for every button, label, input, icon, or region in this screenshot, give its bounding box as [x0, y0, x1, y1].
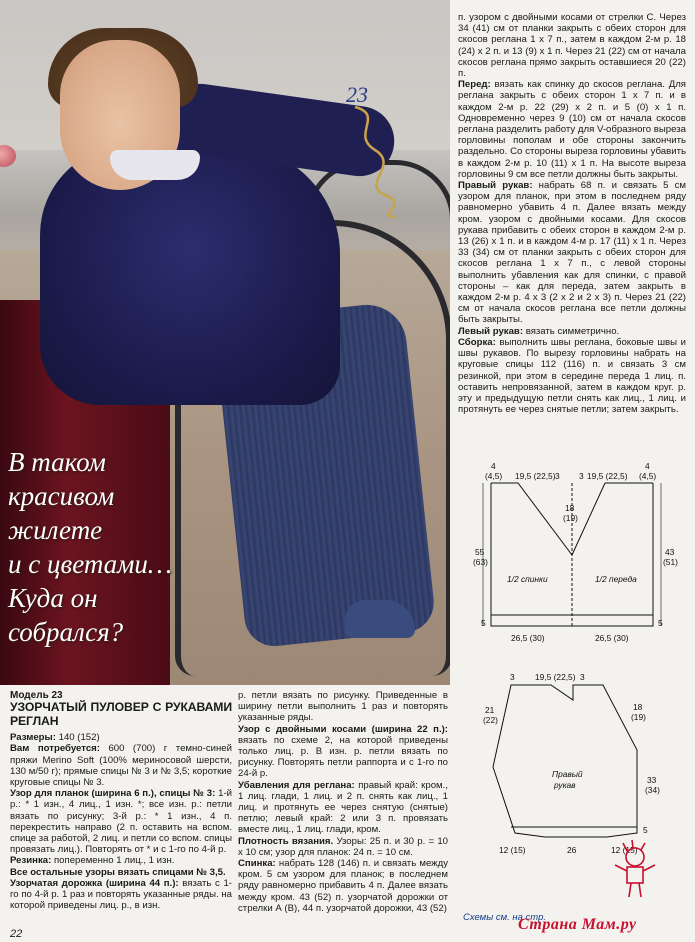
- caption-line: В таком: [8, 447, 106, 477]
- dim-label: 5: [643, 825, 648, 835]
- paragraph: Перед: вязать как спинку до скосов реглана. Для реглана закрыть с обеих сторон 1 х 7 п. и в каждом 2-м р. 22 (29) х 2 п. и 5 (0) х 1 п. Одновременно через 9 (10) см от начала скосов реглана разделить работу для V-образного выреза горловины пополам и обе стороны закончить раздельно. Со стороны выреза горловины убавить в каждом 2-м р. 10 (11) х 1 п. На высоте выреза горловины 9 см все петли должны быть закрыты.: [458, 79, 686, 180]
- paragraph: Левый рукав: вязать симметрично.: [458, 325, 620, 337]
- dim-label: (4,5): [639, 471, 657, 481]
- dim-label: 33: [647, 775, 657, 785]
- model-title: УЗОРЧАТЫЙ ПУЛОВЕР С РУКАВАМИ РЕГЛАН: [10, 700, 232, 728]
- dim-label: 4: [645, 461, 650, 471]
- dim-label: 5: [481, 618, 486, 628]
- caption-line: Куда он: [8, 583, 98, 613]
- instructions-left-column: [10, 690, 232, 911]
- dim-label: (4,5): [485, 471, 503, 481]
- site-watermark: Страна Мам.ру: [518, 916, 637, 933]
- paragraph: Размеры: 140 (152): [10, 732, 100, 744]
- cover-photo: [0, 0, 450, 685]
- schematic-label: 1/2 спинки: [507, 574, 548, 584]
- caption-line: жилете: [8, 515, 103, 545]
- dim-label: 26: [567, 845, 577, 855]
- caption-line: и с цветами…: [8, 549, 172, 579]
- dim-label: 3: [579, 471, 584, 481]
- gold-ribbon-icon: [345, 105, 405, 220]
- paragraph: Спинка: набрать 128 (146) п. и связать между кром. 5 см узором для планок; в последнем ряду равномерно прибавить 4 п. Далее вязать между кром. 43 (52) п. узорчатой дорожки от стрелки А (В), 44 п. узорчатой дорожки, 43 (52): [238, 858, 448, 914]
- shirt-collar: [110, 150, 200, 180]
- paragraph: п. узором с двойными косами от стрелки С. Через 34 (41) см от планки закрыть с обеих сторон для скосов реглана 1 х 7 п., затем в каждом 2-м р. 18 (24) х 2 п. и 13 (9) х 1 п. Через 21 (22) см от начала скосов реглана прямо закрыть оставшиеся 20 (22) п.: [458, 12, 686, 80]
- dim-label: 19,5 (22,5): [515, 471, 556, 481]
- schematic-label: рукав: [554, 780, 576, 790]
- dim-label: 3: [510, 672, 515, 682]
- model-badge: 23: [346, 82, 368, 107]
- paragraph: Все остальные узоры вязать спицами № 3,5.: [10, 866, 226, 878]
- dim-label: 19,5 (22,5): [535, 672, 576, 682]
- dim-label: 18: [565, 503, 575, 513]
- dim-label: 4: [491, 461, 496, 471]
- caption-line: собрался?: [8, 617, 124, 647]
- instructions-right-column: [458, 12, 686, 415]
- dim-label: 5: [658, 618, 663, 628]
- caption-line: красивом: [8, 481, 115, 511]
- model-label: Модель 23: [10, 690, 63, 701]
- paragraph: р. петли вязать по рисунку. Приведенные в ширину петли выполнить 1 раз и повторять указанные ряды.: [238, 690, 448, 724]
- paragraph: Резинка: попеременно 1 лиц., 1 изн.: [10, 855, 175, 867]
- paragraph: Узор с двойными косами (ширина 22 п.): вязать по схеме 2, на которой приведены только лиц. р. В изн. р. петли вязать по рисунку. Повторять петли раппорта и с 1-го по 24-й р.: [238, 723, 448, 780]
- dim-label: 26,5 (30): [511, 633, 545, 643]
- dim-label: 12 (15): [499, 845, 526, 855]
- dim-label: 12 (15): [611, 845, 638, 855]
- dim-label: 43: [665, 547, 675, 557]
- schematic-sleeve: [493, 685, 637, 837]
- dim-label: 21: [485, 705, 495, 715]
- paragraph: Убавления для реглана: правый край: кром., 1 лиц. глади, 1 лиц. и 2 п. снять как лиц., 1 лиц. и протянуть ее через снятую (снятые) петлю; левый край: 2 или 3 п. провязать вместе лиц., 1 лиц. глади, кром.: [238, 779, 448, 836]
- dim-label: (51): [663, 557, 678, 567]
- dim-label: 3: [555, 471, 560, 481]
- dim-label: (19): [631, 712, 646, 722]
- dim-label: 19,5 (22,5): [587, 471, 628, 481]
- dim-label: (19): [563, 513, 578, 523]
- paragraph: Вам потребуется: 600 (700) г темно-синей пряжи Merino Soft (100% мериносовой шерсти, 130 м/50 г); прямые спицы № 3 и № 3,5; короткие круговые спицы № 3.: [10, 743, 232, 789]
- schematic-label: Правый: [552, 769, 583, 779]
- pattern-schematics: [455, 455, 690, 910]
- page-number: 22: [10, 928, 23, 940]
- paragraph: Узорчатая дорожка (ширина 44 п.): вязать с 1-го по 4-й р. 1 раз и повторять указанные ряды. на которой приведены лиц. р., в изн.: [10, 877, 233, 912]
- paragraph: Узор для планок (ширина 6 п.), спицы № 3: 1-й р.: * 1 изн., 4 лиц., 1 изн. *; все изн. р.: петли вязать по рисунку; 3-й р.: * 1 изн., 4 п. перекрестить направо (2 п. оставить на вспом. спице за работой, 2 лиц. и петли со вспом. спицы провязать лиц.). Повторять от * и с 1-го по 4-й р.: [10, 788, 232, 856]
- dim-label: 18: [633, 702, 643, 712]
- dim-label: 3: [580, 672, 585, 682]
- instructions-middle-column: [238, 690, 448, 914]
- photo-caption: [8, 445, 228, 649]
- dim-label: (63): [473, 557, 488, 567]
- dim-label: (22): [483, 715, 498, 725]
- paragraph: Сборка: выполнить швы реглана, боковые швы и швы рукавов. По вырезу горловины набрать на круговые спицы 112 (116) п. и связать 3 см резинкой, при этом в середине переда 1 лиц. п. оставить непровязанной, затем в каждом круг. р. эту и предыдущую петли снять как лиц., 1 лиц. и протянуть ее через снятые петли; затем закрыть.: [458, 336, 686, 416]
- paragraph: Плотность вязания. Узоры: 25 п. и 30 р. = 10 х 10 см; узор для планок: 24 п. = 10 см.: [238, 835, 448, 858]
- schematic-label: 1/2 переда: [595, 574, 637, 584]
- dim-label: 26,5 (30): [595, 633, 629, 643]
- dim-label: (34): [645, 785, 660, 795]
- navy-sweater: [40, 145, 340, 405]
- paragraph: Правый рукав: набрать 68 п. и связать 5 см узором для планок, при этом в последнем ряду равномерно убавить 4 п. Далее вязать между кром. узором с двойными косами. Для скосов рукава прибавить с обеих сторон в каждом 2-м р. 13 (26) х 1 п. и в каждом 4-м р. 17 (11) х 1 п. Через 33 (34) см от планки закрыть с обеих сторон для скосов реглана 1 х 7 п., с левой стороны выполнить убавления как для спинки, с правой стороны – как для переда, затем закрыть в каждом 2-м р. 4 х 3 (2 х 2 и 2 х 3) п. Через 21 (22) см от начала скосов реглана все петли должны быть закрыты.: [458, 180, 686, 326]
- dim-label: 55: [475, 547, 485, 557]
- schemes-link[interactable]: Схемы см. на стр.: [463, 912, 546, 923]
